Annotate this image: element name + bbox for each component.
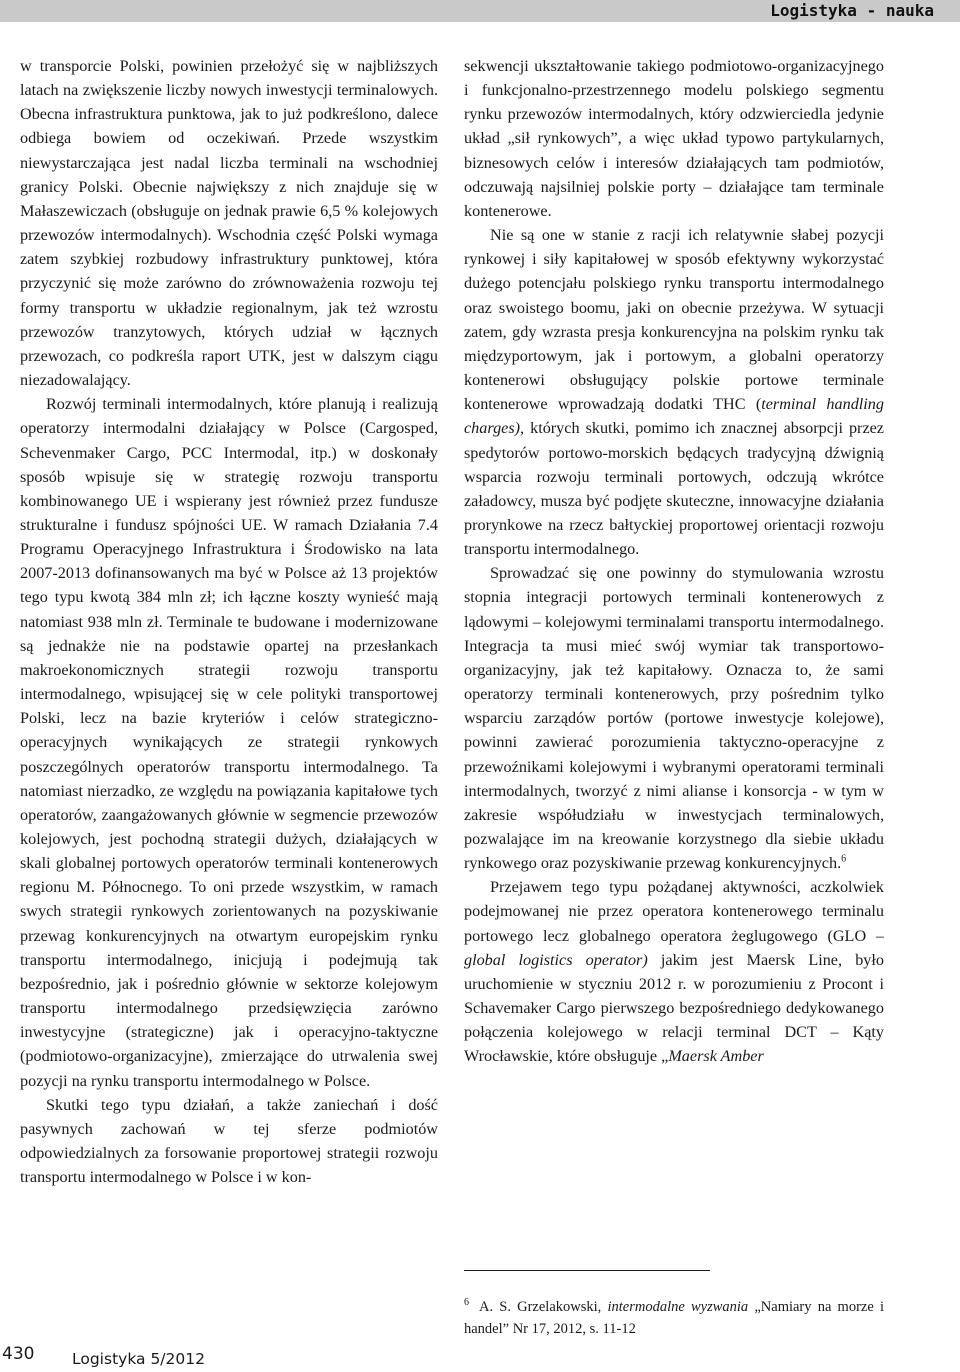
italic-term: terminal handling charges): [464, 395, 884, 438]
text-run: jakim jest Maersk Line, było uruchomienie w styczniu 2012 r. w porozumieniu z Procont i Schavemaker Cargo pierwszego bezpośredniego dedykowanego połączenia kolejowego w relacji terminal DCT – Kąty Wrocławskie, które obsługuje „: [464, 950, 884, 1066]
footnote-divider: [464, 1270, 710, 1271]
paragraph: [464, 223, 884, 561]
text-run: Przejawem tego typu pożądanej aktywności, aczkolwiek podejmowanej nie przez operatora kontenerowego terminalu portowego lecz globalnego operatora żeglugowego (GLO –: [464, 878, 884, 945]
paragraph: Skutki tego typu działań, a także zaniechań i dość pasywnych zachowań w tej sferze podmiotów odpowiedzialnych za forsowanie proportowej strategii rozwoju transportu intermodalnego w Polsce i w kon-: [20, 1095, 438, 1187]
text-run: , których skutki, pomimo ich znacznej absorpcji przez spedytorów portowo-morskich będących tradycyjną dźwignią wsparcia rozwoju terminali portowych, odczują wkrótce załadowcy, musza być podjęte skuteczne, innowacyjne działania prorynkowe na rzecz bałtyckiej proportowej orientacji rozwoju transportu intermodalnego.: [464, 419, 884, 559]
italic-term: Maersk Amber: [668, 1047, 764, 1066]
paragraph: [464, 561, 884, 875]
footnote-reference[interactable]: 6: [841, 853, 847, 865]
section-title: Logistyka - nauka: [770, 1, 934, 20]
footnote-title: intermodalne wyzwania: [607, 1299, 749, 1315]
paragraph: Rozwój terminali intermodalnych, które planują i realizują operatorzy intermodalni działający w Polsce (Cargosped, Schevenmaker Cargo, PCC Intermodal, itp.) w doskonały sposób wpisuje się w strategię rozwoju transportu kombinowanego UE i wspierany jest również przez fundusze strukturalne i fundusz spójności UE. W ramach Działania 7.4 Programu Operacyjnego Infrastruktura i Środowisko na lata 2007-2013 dofinansowanych ma być w Polsce aż 13 projektów tego typu kwotą 384 mln zł; ich łączne koszty wynieść mają natomiast 938 mln zł. Terminale te budowane i modernizowane są jednakże nie na podstawie opartej na przesłankach makroekonomicznych strategii rozwoju transportu intermodalnego, wpisującej się w cele polityki transportowej Polski, lecz na bazie kryteriów i celów strategiczno-operacyjnych wynikających ze strategii rynkowych poszczególnych operatorów transportu intermodalnego. Ta natomiast nierzadko, ze względu na powiązania kapitałowe tych operatorów, zaangażowanych głównie w segmencie przewozów kolejowych, jest pochodną strategii dużych, działających w skali globalnej portowych operatorów terminali kontenerowych regionu M. Północnego. To oni przede wszystkim, w ramach swych strategii rynkowych zorientowanych na pozyskiwanie przewag konkurencyjnych na otwartym europejskim rynku transportu intermodalnego, inicjują i podejmują tak bezpośrednio, jak i pośrednio głównie w sektorze kolejowym transportu intermodalnego przedsięwzięcia zarówno inwestycyjne (strategiczne) jak i operacyjno-taktyczne (podmiotowo-organizacyjne), zmierzające do utrwalenia swej pozycji na rynku transportu intermodalnego w Polsce.: [20, 395, 438, 1090]
italic-term: global logistics operator): [464, 950, 648, 969]
paragraph: w transporcie Polski, powinien przełożyć się w najbliższych latach na zwiększenie liczby nowych inwestycji terminalowych. Obecna infrastruktura punktowa, jak to już podkreślono, dalece odbiega bowiem od oczekiwań. Przede wszystkim niewystarczająca jest nadal liczba terminali na wschodniej granicy Polski. Obecnie największy z nich znajduje się w Małaszewiczach (obsługuje on jednak prawie 6,5 % kolejowych przewozów intermodalnych). Wschodnia część Polski wymaga zatem szybkiej rozbudowy infrastruktury punktowej, która przyczynić się może zarówno do zrównoważenia rozwoju tej formy transportu w układzie regionalnym, jak też wzrostu przewozów tranzytowych, których udział w łącznych przewozach, co podkreśla raport UTK, jest w dalszym ciągu niezadowalający.: [20, 57, 438, 390]
text-run: Nie są one w stanie z racji ich relatywnie słabej pozycji rynkowej i siły kapitałowej w sposób efektywny wykorzystać dużego potencjału polskiego rynku transportu intermodalnego oraz swoistego boomu, jaki on obecnie przeżywa. W sytuacji zatem, gdy wzrasta presja konkurencyjna na polskim rynku tak międzyportowym, jak i portowym, a globalni operatorzy kontenerowi obsługujący polskie portowe terminale kontenerowe wprowadzają dodatki THC (: [464, 226, 884, 414]
page-number: 430: [2, 1344, 35, 1364]
journal-name: Logistyka 5/2012: [72, 1350, 205, 1368]
right-column: [464, 54, 884, 1069]
footnote: [464, 1296, 884, 1340]
footnote-number: 6: [464, 1297, 469, 1309]
paragraph: [464, 875, 884, 1068]
left-column: [20, 54, 438, 1189]
header-bar: [0, 0, 960, 22]
text-run: Sprowadzać się one powinny do stymulowania wzrostu stopnia integracji portowych terminali kontenerowych z lądowymi – kolejowymi terminalami transportu intermodalnego. Integracja ta musi mieć swój wymiar tak transportowo-organizacyjny, jak też kapitałowy. Oznacza to, że sami operatorzy terminali kontenerowych, przy pośrednim tylko wsparciu zarządów portów (portowe inwestycje kolejowe), powinni zawierać porozumienia taktyczno-operacyjne z przewoźnikami kolejowymi i wybranymi operatorami terminali intermodalnych, tworzyć z nimi alianse i konsorcja - w tym w zakresie współudziału w inwestycjach terminalowych, pozwalające im na kreowanie korzystnego dla siebie układu rynkowego oraz pozyskiwanie przewag konkurencyjnych.: [464, 564, 884, 873]
footnote-author: A. S. Grzelakowski,: [479, 1299, 608, 1315]
paragraph: sekwencji ukształtowanie takiego podmiotowo-organizacyjnego i funkcjonalno-przestrzennego modelu polskiego segmentu rynku przewozów intermodalnych, który odzwierciedla jedynie układ „sił rynkowych”, a więc układ typowo partykularnych, biznesowych celów i interesów działających tam podmiotów, odczuwają najsilniej polskie porty – działające tam terminale kontenerowe.: [464, 57, 884, 220]
footnote-source: „Namiary na morze i handel” Nr 17, 2012, s. 11-12: [464, 1299, 884, 1337]
